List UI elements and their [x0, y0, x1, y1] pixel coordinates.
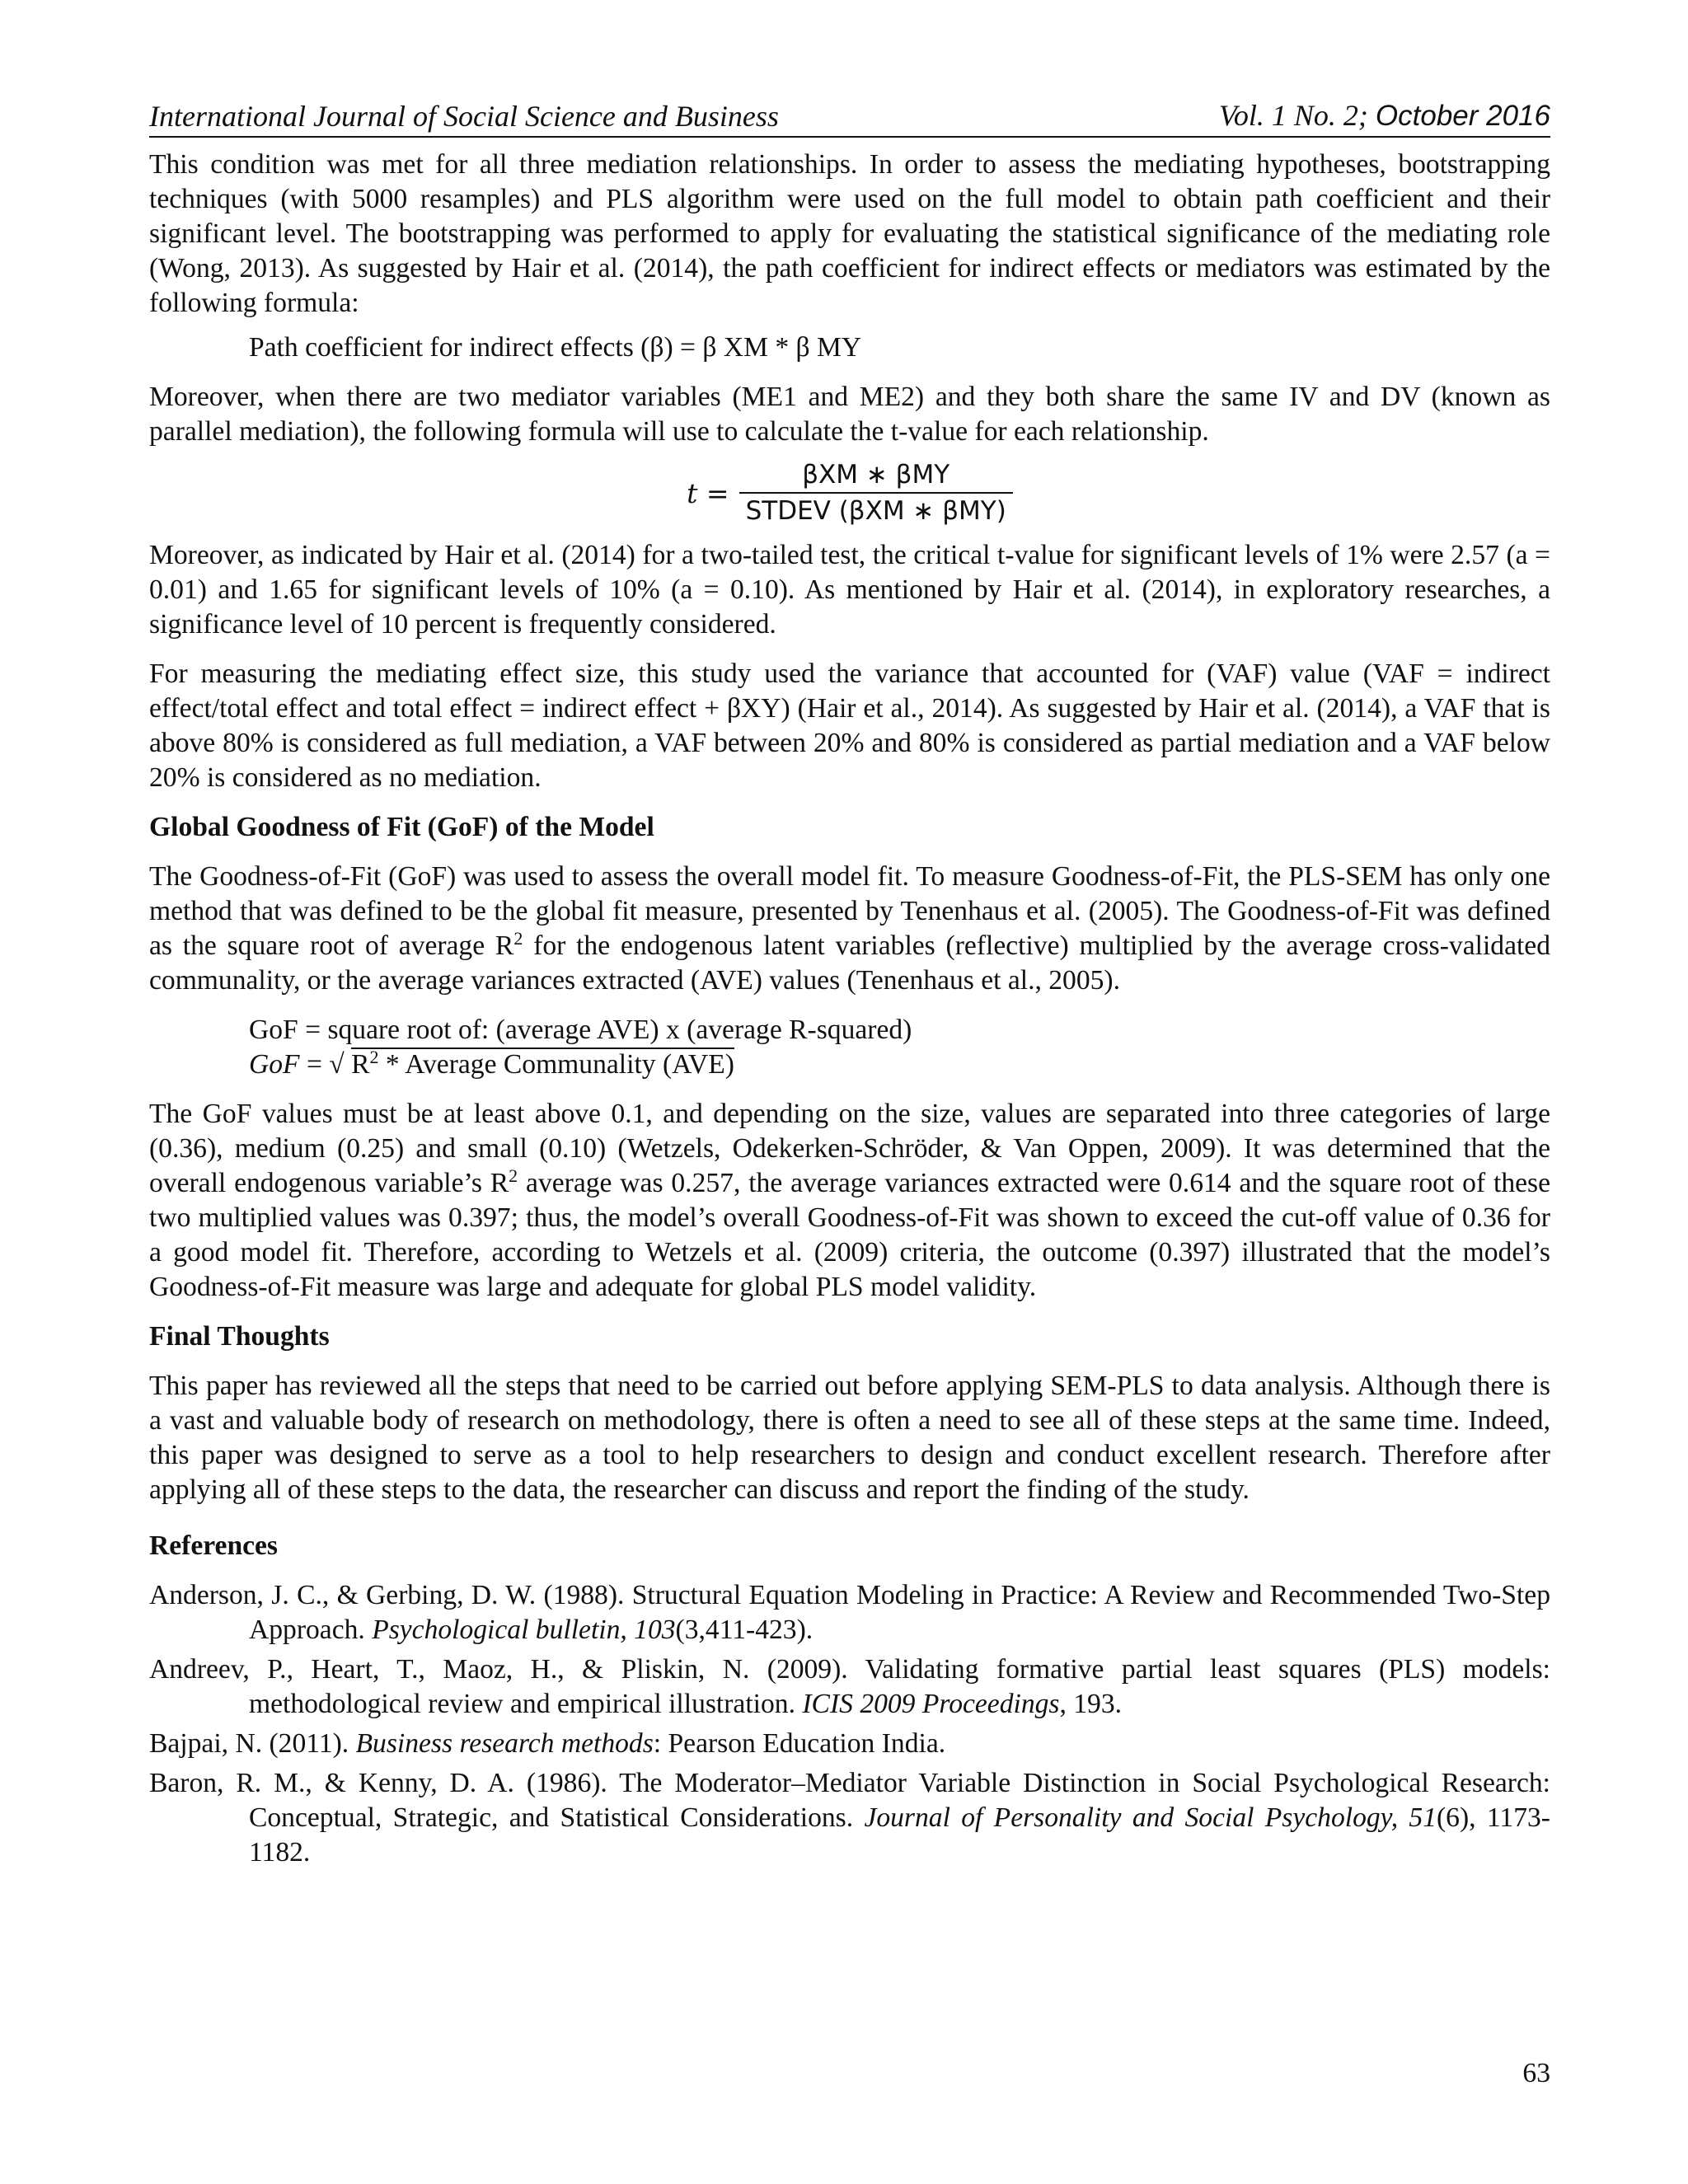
section-heading-final-thoughts: Final Thoughts	[149, 1321, 330, 1352]
formula-t-numerator: βXM ∗ βMY	[802, 460, 950, 490]
reference-list	[149, 1578, 1550, 1870]
paragraph-parallel-mediation: Moreover, when there are two mediator variables (ME1 and ME2) and they both share the same IV and DV (known as parallel mediation), the following formula will use to calculate the t-value for each relationship.	[149, 382, 1550, 447]
section-heading-references: References	[149, 1530, 278, 1561]
paragraph-gof-definition: The Goodness-of-Fit (GoF) was used to assess the overall model fit. To measure Goodness-of-Fit, the PLS-SEM has only one method that was defined to be the global fit measure, presented by Tenenhaus et al. (2005). The Goodness-of-Fit was defined as the square root of average $R^2$ for the endogenous latent variables (reflective) multiplied by the average cross-validated communality, or the average variances extracted (AVE) values (Tenenhaus et al., 2005).	[149, 861, 1550, 996]
section-heading-gof: Global Goodness of Fit (GoF) of the Model	[149, 812, 654, 842]
page-body	[149, 97, 1550, 1870]
reference-item: Andreev, P., Heart, T., Maoz, H., & Pliskin, N. (2009). Validating formative partial least squares (PLS) models: methodological review and empirical illustration. ICIS 2009 Proceedings, 193.	[149, 1654, 1550, 1719]
paragraph-critical-values: Moreover, as indicated by Hair et al. (2014) for a two-tailed test, the critical t-value for significant levels of 1% were 2.57 (a = 0.01) and 1.65 for significant levels of 10% (a = 0.10). As mentioned by Hair et al. (2014), in exploratory researches, a significance level of 10 percent is frequently considered.	[149, 540, 1550, 640]
paragraph-mediation-intro: This condition was met for all three mediation relationships. In order to assess the mediating hypotheses, bootstrapping techniques (with 5000 resamples) and PLS algorithm were used on the full model to obtain path coefficient and their significant level. The bootstrapping was performed to apply for evaluating the statistical significance of the mediating role (Wong, 2013). As suggested by Hair et al. (2014), the path coefficient for indirect effects or mediators was estimated by the following formula:	[149, 149, 1550, 318]
paragraph-gof-results: The GoF values must be at least above 0.1, and depending on the size, values are separated into three categories of large (0.36), medium (0.25) and small (0.10) (Wetzels, Odekerken-Schröder, & Van Oppen, 2009). It was determined that the overall endogenous variable’s $R^2$ average was 0.257, the average variances extracted were 0.614 and the square root of these two multiplied values was 0.397; thus, the model’s overall Goodness-of-Fit was shown to exceed the cut-off value of 0.36 for a good model fit. Therefore, according to Wetzels et al. (2009) criteria, the outcome (0.397) illustrated that the model’s Goodness-of-Fit measure was large and adequate for global PLS model validity.	[149, 1099, 1550, 1302]
running-header	[149, 97, 1550, 138]
formula-t-value	[149, 457, 1550, 528]
reference-item: Baron, R. M., & Kenny, D. A. (1986). The Moderator–Mediator Variable Distinction in Social Psychological Research: Conceptual, Strategic, and Statistical Considerations. Journal of Personality and Social Psychology, 51(6), 1173- 1182.	[149, 1768, 1550, 1868]
formula-gof-text: GoF = square root of: (average AVE) x (average R-squared)	[249, 1015, 912, 1045]
journal-title: International Journal of Social Science and Business	[149, 100, 779, 133]
volume-info: Vol. 1 No. 2; October 2016	[1218, 99, 1550, 132]
formula-path-coefficient: Path coefficient for indirect effects (β) = β XM * β MY	[249, 332, 862, 363]
formula-gof-symbolic: GoF = √ $R^2$ * Average Communality (AVE)	[249, 1046, 734, 1080]
reference-item: Bajpai, N. (2011). Business research methods: Pearson Education India.	[149, 1728, 946, 1759]
formula-t-denominator: STDEV (βXM ∗ βMY)	[739, 492, 1013, 528]
reference-item: Anderson, J. C., & Gerbing, D. W. (1988). Structural Equation Modeling in Practice: A Review and Recommended Two-Step Approach. Psychological bulletin, 103(3,411-423).	[149, 1580, 1550, 1645]
paragraph-vaf: For measuring the mediating effect size, this study used the variance that accounted for (VAF) value (VAF = indirect effect/total effect and total effect = indirect effect + βXY) (Hair et al., 2014). As suggested by Hair et al. (2014), a VAF that is above 80% is considered as full mediation, a VAF between 20% and 80% is considered as partial mediation and a VAF below 20% is considered as no mediation.	[149, 658, 1550, 793]
formula-t-lhs: t =	[687, 476, 729, 509]
paragraph-final-thoughts: This paper has reviewed all the steps that need to be carried out before applying SEM-PLS to data analysis. Although there is a vast and valuable body of research on methodology, there is often a need to see all of these steps at the same time. Indeed, this paper was designed to serve as a tool to help researchers to design and conduct excellent research. Therefore after applying all of these steps to the data, the researcher can discuss and report the finding of the study.	[149, 1371, 1550, 1505]
page-number: 63	[1522, 2058, 1550, 2088]
